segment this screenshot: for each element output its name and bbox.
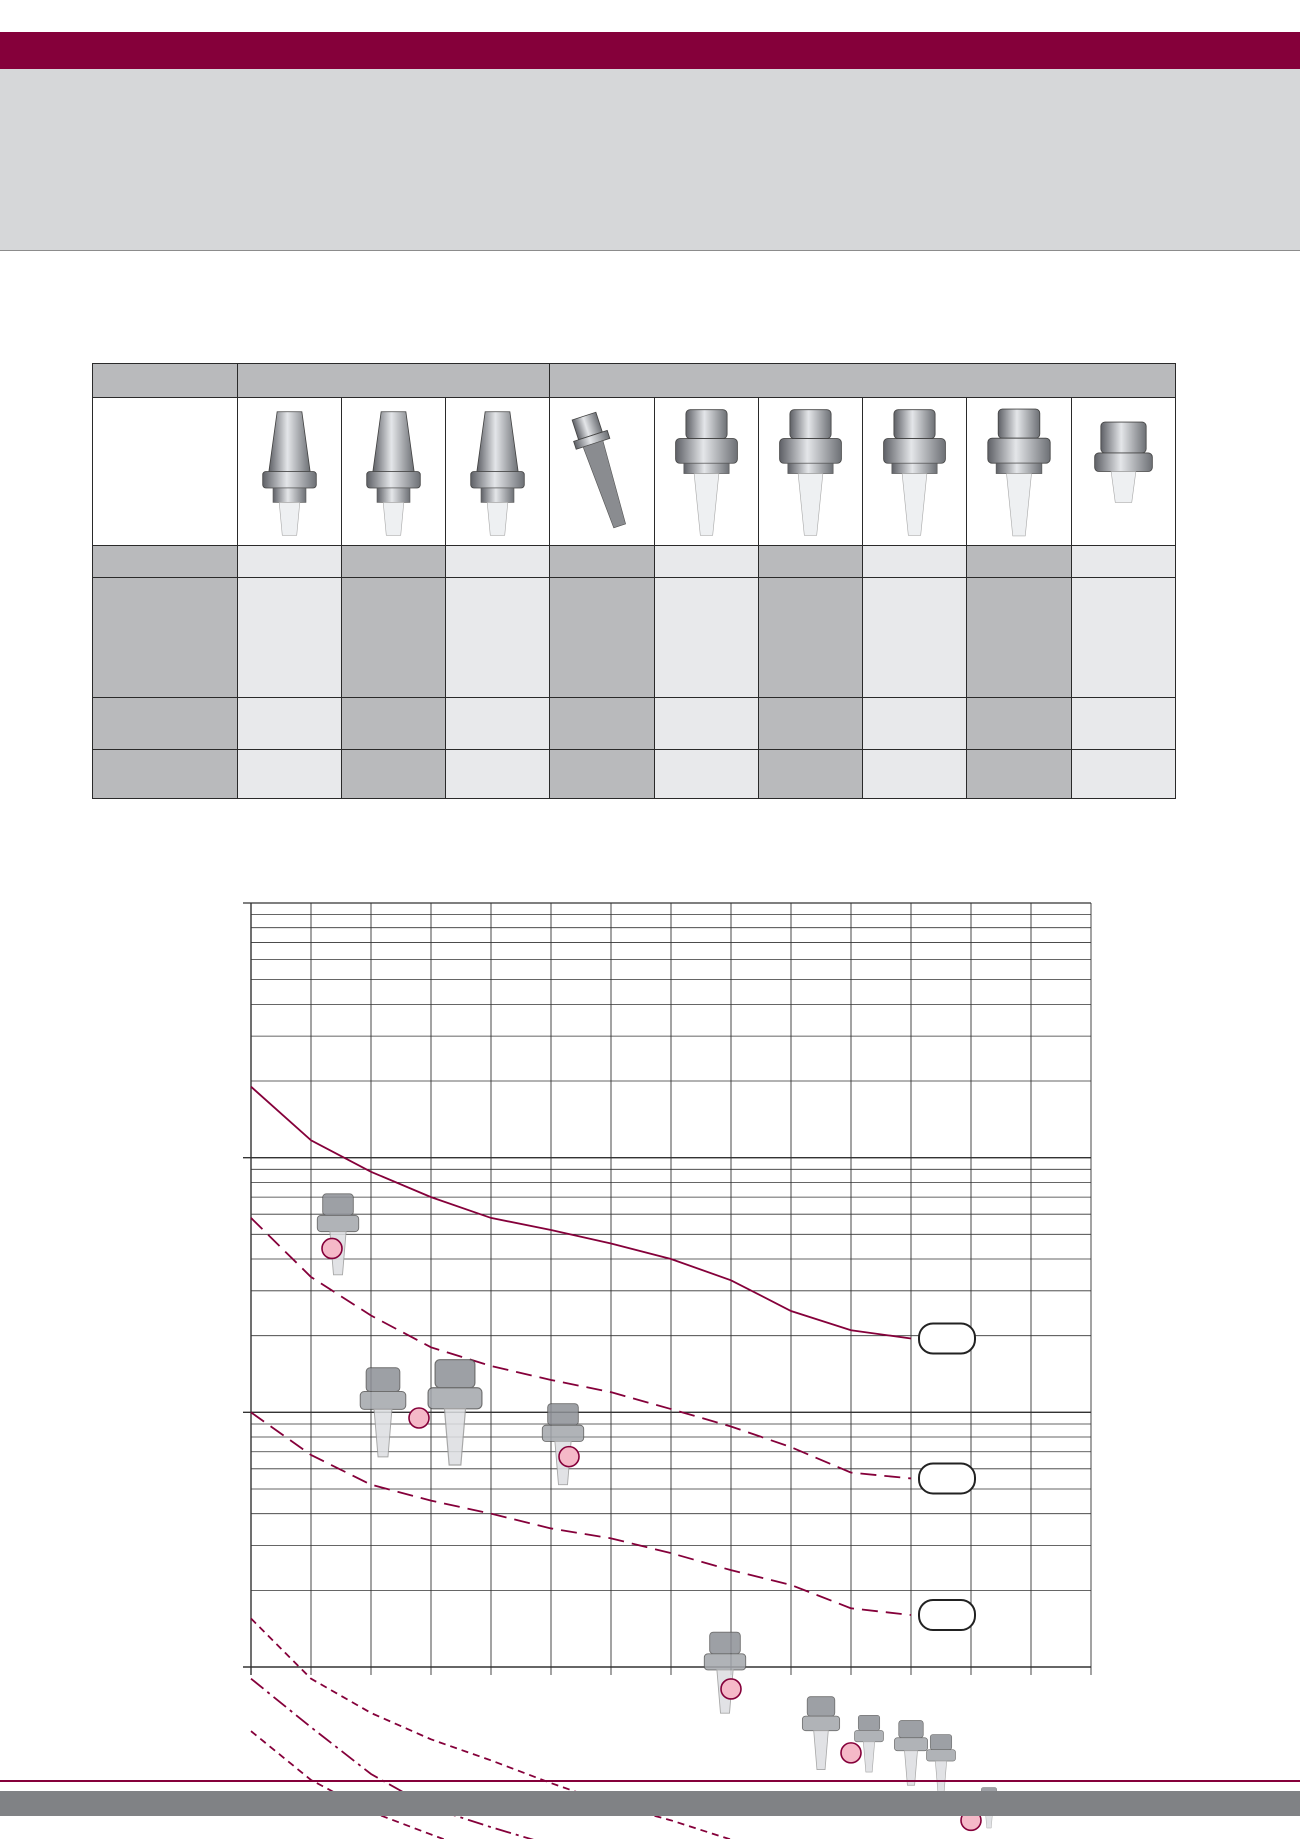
tool-holder-thumbnail xyxy=(894,1720,927,1785)
curve-marker xyxy=(559,1447,579,1467)
tool-holder-thumbnail xyxy=(704,1632,745,1713)
series-end-label xyxy=(919,1600,975,1630)
series-end-label xyxy=(919,1323,975,1353)
tool-holder-thumbnail xyxy=(542,1404,583,1485)
series-line xyxy=(251,1731,911,1839)
curve-marker xyxy=(322,1238,342,1258)
tool-holder-thumbnail xyxy=(927,1735,956,1792)
footer-bar xyxy=(0,1791,1300,1816)
tool-holder-thumbnail xyxy=(855,1715,884,1772)
curve-marker xyxy=(721,1679,741,1699)
tool-holder-thumbnail xyxy=(802,1697,839,1770)
footer-line xyxy=(0,1780,1300,1782)
curve-marker xyxy=(841,1743,861,1763)
series-end-label xyxy=(919,1463,975,1493)
curve-marker xyxy=(409,1408,429,1428)
